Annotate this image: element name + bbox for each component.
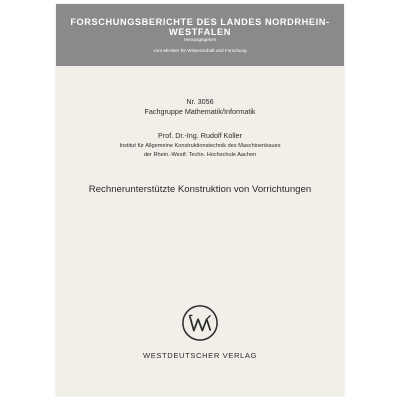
series-title: FORSCHUNGSBERICHTE DES LANDES NORDRHEIN-WESTFALEN (70, 17, 330, 37)
publisher-name: WESTDEUTSCHER VERLAG (142, 351, 258, 360)
book-cover (56, 4, 344, 396)
series-ministry-line: vom Minister für Wissenschaft und Forschung (153, 48, 247, 53)
series-header-band (56, 4, 344, 66)
series-editor-line: Herausgegeben (183, 37, 217, 42)
institute-line-1: Institut für Allgemeine Konstruktionstechnik des Maschinenbaues (119, 143, 281, 149)
report-number: Nr. 3056 (186, 97, 214, 106)
subject-group: Fachgruppe Mathematik/Informatik (144, 107, 256, 116)
book-title: Rechnerunterstützte Konstruktion von Vorrichtungen (88, 184, 312, 195)
institute-line-2: der Rhein.-Westf. Techn. Hochschule Aachen (143, 152, 257, 158)
author-name: Prof. Dr.-Ing. Rudolf Koller (158, 131, 242, 140)
westdeutscher-verlag-logo-icon (181, 304, 219, 342)
